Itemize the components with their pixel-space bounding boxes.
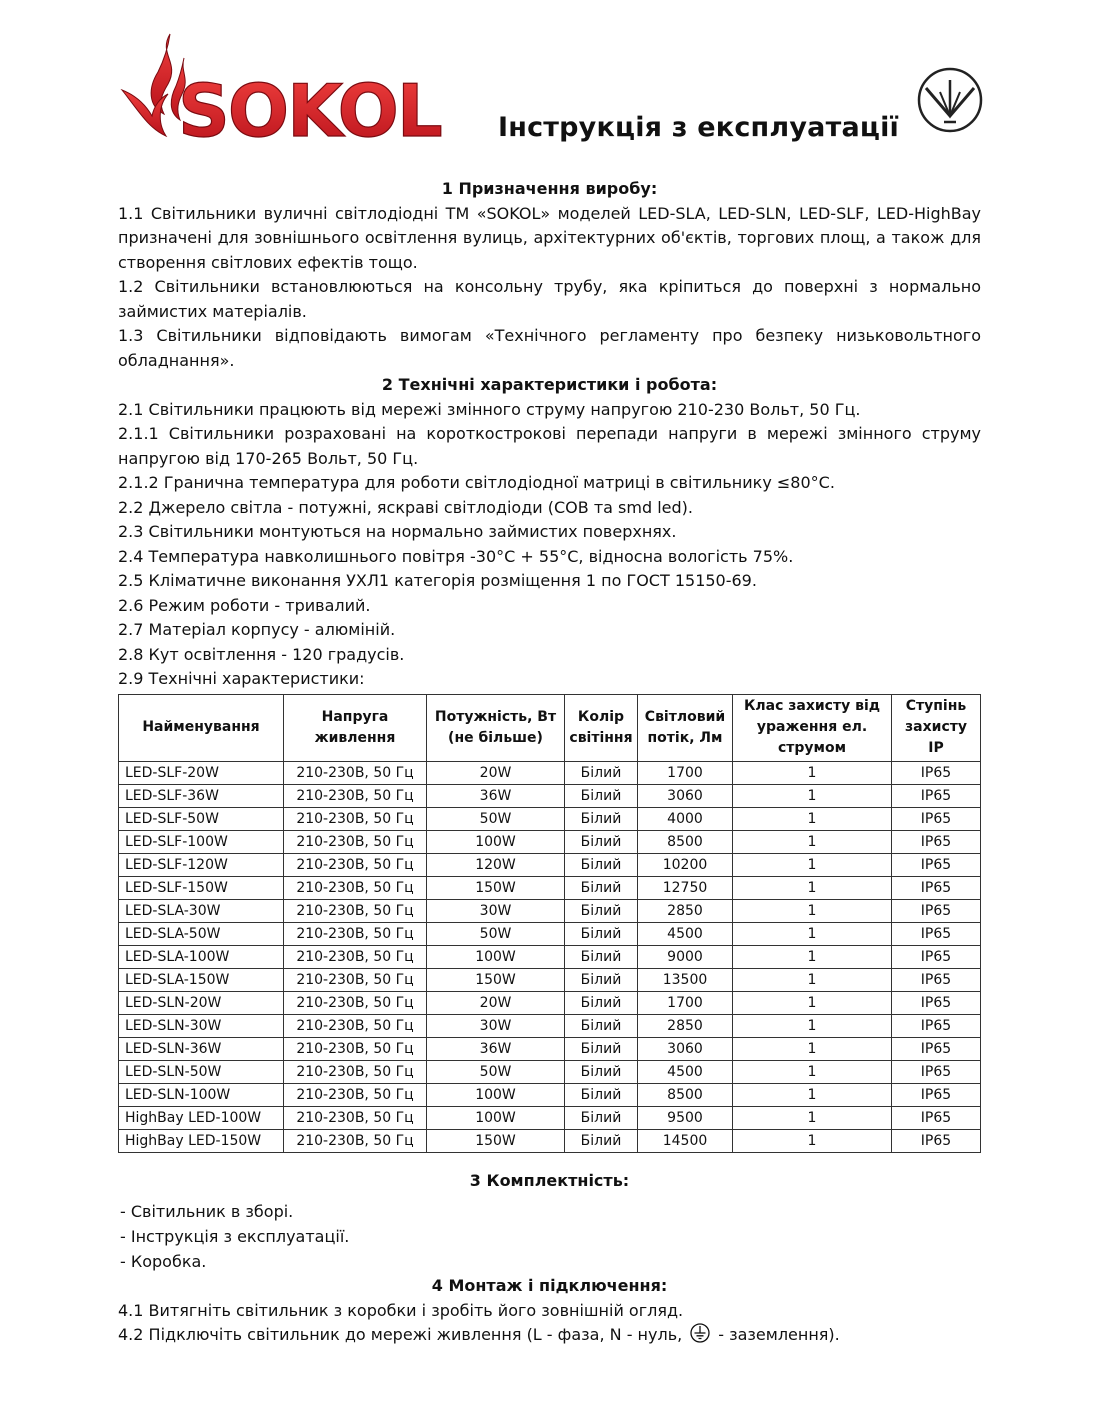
table-cell: 1 (733, 899, 892, 922)
section4-heading: 4 Монтаж і підключення: (431, 1276, 668, 1295)
table-cell: 3060 (638, 1037, 733, 1060)
table-cell: IP65 (892, 807, 981, 830)
table-cell: 3060 (638, 784, 733, 807)
table-cell: Білий (565, 1037, 638, 1060)
table-cell: 100W (427, 1083, 565, 1106)
col-header-power: Потужність, Вт (не більше) (427, 694, 565, 761)
kit-list (118, 1199, 981, 1274)
table-cell: IP65 (892, 761, 981, 784)
table-cell: 210-230В, 50 Гц (284, 1060, 427, 1083)
table-row (119, 807, 981, 830)
table-cell: Білий (565, 922, 638, 945)
list-item: - Коробка. (120, 1252, 207, 1271)
table-cell: LED-SLF-150W (119, 876, 284, 899)
table-cell: 1 (733, 1060, 892, 1083)
table-cell: 20W (427, 991, 565, 1014)
table-row (119, 784, 981, 807)
logo-text: SOKOL (178, 69, 441, 147)
table-row (119, 853, 981, 876)
table-cell: 100W (427, 1106, 565, 1129)
table-row (119, 761, 981, 784)
col-header-ip: Ступінь захисту IP (892, 694, 981, 761)
col-header-color: Колір світіння (565, 694, 638, 761)
table-cell: Білий (565, 899, 638, 922)
table-cell: 1 (733, 784, 892, 807)
table-cell: 1 (733, 761, 892, 784)
section2-item: 2.8 Кут освітлення - 120 градусів. (118, 644, 405, 664)
table-cell: LED-SLA-50W (119, 922, 284, 945)
table-cell: IP65 (892, 830, 981, 853)
table-cell: 20W (427, 761, 565, 784)
col-header-flux: Світловий потік, Лм (638, 694, 733, 761)
table-cell: 2850 (638, 1014, 733, 1037)
table-cell: LED-SLN-20W (119, 991, 284, 1014)
table-cell: IP65 (892, 1037, 981, 1060)
table-cell: LED-SLF-50W (119, 807, 284, 830)
table-cell: 210-230В, 50 Гц (284, 968, 427, 991)
table-cell: Білий (565, 991, 638, 1014)
sokol-logo (118, 32, 458, 147)
section2-item: 2.1.1 Світильники розраховані на короткострокові перепади напруги в мережі змінного струму напругою від 170-265 Вольт, 50 Гц. (118, 424, 981, 468)
col-header-protection-class: Клас захисту від ураження ел. струмом (733, 694, 892, 761)
table-cell: 210-230В, 50 Гц (284, 1083, 427, 1106)
table-cell: 1 (733, 1083, 892, 1106)
table-cell: IP65 (892, 853, 981, 876)
table-cell: 100W (427, 945, 565, 968)
specs-table (118, 694, 981, 1153)
table-cell: 210-230В, 50 Гц (284, 899, 427, 922)
table-cell: Білий (565, 876, 638, 899)
table-row (119, 1037, 981, 1060)
col-header-voltage: Напруга живлення (284, 694, 427, 761)
section3-heading: 3 Комплектність: (469, 1170, 630, 1190)
table-row (119, 899, 981, 922)
table-row (119, 876, 981, 899)
document-body (118, 177, 981, 1348)
table-cell: 210-230В, 50 Гц (284, 761, 427, 784)
table-cell: 1 (733, 807, 892, 830)
table-cell: 9000 (638, 945, 733, 968)
section4-paragraph-1: 4.1 Витягніть світильник з коробки і зробіть його зовнішній огляд. (118, 1300, 684, 1320)
table-cell: IP65 (892, 968, 981, 991)
table-cell: 8500 (638, 830, 733, 853)
table-row (119, 830, 981, 853)
table-row (119, 1060, 981, 1083)
table-cell: 1 (733, 991, 892, 1014)
table-cell: IP65 (892, 1129, 981, 1152)
section2-item: 2.9 Технічні характеристики: (118, 669, 365, 688)
table-cell: 1 (733, 876, 892, 899)
table-cell: Білий (565, 945, 638, 968)
section2-item: 2.1 Світильники працюють від мережі змінного струму напругою 210-230 Вольт, 50 Гц. (118, 399, 861, 419)
table-row (119, 945, 981, 968)
table-cell: Білий (565, 1083, 638, 1106)
document-title: Інструкція з експлуатації (498, 112, 899, 143)
table-cell: 50W (427, 1060, 565, 1083)
table-cell: 36W (427, 784, 565, 807)
list-item: - Інструкція з експлуатації. (120, 1227, 350, 1246)
table-cell: 14500 (638, 1129, 733, 1152)
table-cell: Білий (565, 784, 638, 807)
table-row (119, 1129, 981, 1152)
table-cell: IP65 (892, 1014, 981, 1037)
section2-heading: 2 Технічні характеристики і робота: (381, 375, 718, 394)
table-cell: 1 (733, 968, 892, 991)
table-row (119, 1106, 981, 1129)
table-cell: 210-230В, 50 Гц (284, 991, 427, 1014)
table-cell: IP65 (892, 1106, 981, 1129)
section4-p2-before: 4.2 Підключіть світильник до мережі живлення (L - фаза, N - нуль, (118, 1325, 683, 1344)
table-cell: LED-SLF-120W (119, 853, 284, 876)
table-cell: 4500 (638, 922, 733, 945)
table-cell: 4000 (638, 807, 733, 830)
table-cell: Білий (565, 968, 638, 991)
table-cell: Білий (565, 807, 638, 830)
table-cell: Білий (565, 1060, 638, 1083)
section1-paragraph-2: 1.2 Світильники встановлюються на консольну трубу, яка кріпиться до поверхні з нормально займистих матеріалів. (118, 277, 981, 321)
table-cell: LED-SLA-30W (119, 899, 284, 922)
section1-paragraph-3: 1.3 Світильники відповідають вимогам «Технічного регламенту про безпеку низьковольтного обладнання». (118, 326, 981, 370)
section4-paragraph-2 (118, 1323, 981, 1348)
table-cell: Білий (565, 830, 638, 853)
table-cell: 210-230В, 50 Гц (284, 807, 427, 830)
table-cell: Білий (565, 1129, 638, 1152)
table-cell: Білий (565, 1106, 638, 1129)
table-cell: 13500 (638, 968, 733, 991)
table-cell: LED-SLN-100W (119, 1083, 284, 1106)
table-row (119, 991, 981, 1014)
table-cell: 210-230В, 50 Гц (284, 853, 427, 876)
table-cell: Білий (565, 1014, 638, 1037)
table-cell: 1 (733, 945, 892, 968)
section2-item: 2.1.2 Гранична температура для роботи світлодіодної матриці в світильнику ≤80°C. (118, 473, 835, 492)
table-cell: 120W (427, 853, 565, 876)
table-cell: 1 (733, 1106, 892, 1129)
table-cell: 150W (427, 876, 565, 899)
table-cell: 4500 (638, 1060, 733, 1083)
table-cell: 150W (427, 1129, 565, 1152)
table-cell: HighBay LED-100W (119, 1106, 284, 1129)
table-cell: 1 (733, 1129, 892, 1152)
section4-p2-after: - заземлення). (718, 1325, 840, 1344)
table-cell: 210-230В, 50 Гц (284, 945, 427, 968)
table-cell: 8500 (638, 1083, 733, 1106)
table-cell: 30W (427, 1014, 565, 1037)
specs-table-header-row (119, 694, 981, 761)
table-cell: 210-230В, 50 Гц (284, 1106, 427, 1129)
section2-item: 2.6 Режим роботи - тривалий. (118, 595, 371, 615)
table-cell: 1 (733, 853, 892, 876)
section2-list (118, 398, 981, 692)
section1-paragraph-1: 1.1 Світильники вуличні світлодіодні ТМ «SOKOL» моделей LED-SLA, LED-SLN, LED-SLF, LED-HighBay призначені для зовнішнього освітлення вулиць, архітектурних об'єктів, торгових площ, а також для створення світлових ефектів тощо. (118, 203, 982, 272)
table-cell: IP65 (892, 1060, 981, 1083)
table-cell: 150W (427, 968, 565, 991)
table-row (119, 1014, 981, 1037)
table-row (119, 922, 981, 945)
table-cell: 50W (427, 922, 565, 945)
table-cell: 210-230В, 50 Гц (284, 830, 427, 853)
table-cell: 50W (427, 807, 565, 830)
table-cell: IP65 (892, 991, 981, 1014)
table-cell: IP65 (892, 922, 981, 945)
table-cell: 12750 (638, 876, 733, 899)
table-cell: LED-SLN-30W (119, 1014, 284, 1037)
table-cell: 100W (427, 830, 565, 853)
table-cell: 1 (733, 922, 892, 945)
table-cell: 10200 (638, 853, 733, 876)
table-cell: 210-230В, 50 Гц (284, 1129, 427, 1152)
col-header-name: Найменування (119, 694, 284, 761)
table-cell: IP65 (892, 945, 981, 968)
table-cell: 2850 (638, 899, 733, 922)
table-cell: LED-SLN-50W (119, 1060, 284, 1083)
table-cell: 210-230В, 50 Гц (284, 922, 427, 945)
table-cell: 1 (733, 830, 892, 853)
table-row (119, 1083, 981, 1106)
section2-item: 2.7 Матеріал корпусу - алюміній. (118, 620, 396, 639)
table-cell: 210-230В, 50 Гц (284, 1037, 427, 1060)
table-row (119, 968, 981, 991)
table-cell: LED-SLF-20W (119, 761, 284, 784)
specs-table-body (119, 761, 981, 1152)
table-cell: 1 (733, 1037, 892, 1060)
table-cell: 1700 (638, 991, 733, 1014)
table-cell: 9500 (638, 1106, 733, 1129)
list-item: - Світильник в зборі. (120, 1202, 294, 1221)
table-cell: Білий (565, 853, 638, 876)
section2-item: 2.2 Джерело світла - потужні, яскраві світлодіоди (COB та smd led). (118, 497, 693, 517)
table-cell: IP65 (892, 1083, 981, 1106)
table-cell: HighBay LED-150W (119, 1129, 284, 1152)
table-cell: 210-230В, 50 Гц (284, 784, 427, 807)
table-cell: 36W (427, 1037, 565, 1060)
table-cell: LED-SLF-36W (119, 784, 284, 807)
ukrsepro-certification-icon (916, 66, 984, 134)
table-cell: IP65 (892, 784, 981, 807)
table-cell: LED-SLN-36W (119, 1037, 284, 1060)
section1-heading: 1 Призначення виробу: (441, 179, 658, 198)
table-cell: LED-SLF-100W (119, 830, 284, 853)
ground-symbol-icon (690, 1323, 710, 1343)
table-cell: LED-SLA-150W (119, 968, 284, 991)
table-cell: IP65 (892, 876, 981, 899)
section2-item: 2.3 Світильники монтуються на нормально займистих поверхнях. (118, 522, 677, 541)
table-cell: 210-230В, 50 Гц (284, 1014, 427, 1037)
table-cell: LED-SLA-100W (119, 945, 284, 968)
table-cell: 210-230В, 50 Гц (284, 876, 427, 899)
table-cell: Білий (565, 761, 638, 784)
table-cell: IP65 (892, 899, 981, 922)
table-cell: 1700 (638, 761, 733, 784)
section2-item: 2.4 Температура навколишнього повітря -30°C + 55°C, відносна вологість 75%. (118, 546, 794, 566)
section2-item: 2.5 Кліматичне виконання УХЛ1 категорія розміщення 1 по ГОСТ 15150-69. (118, 571, 757, 590)
table-cell: 1 (733, 1014, 892, 1037)
table-cell: 30W (427, 899, 565, 922)
